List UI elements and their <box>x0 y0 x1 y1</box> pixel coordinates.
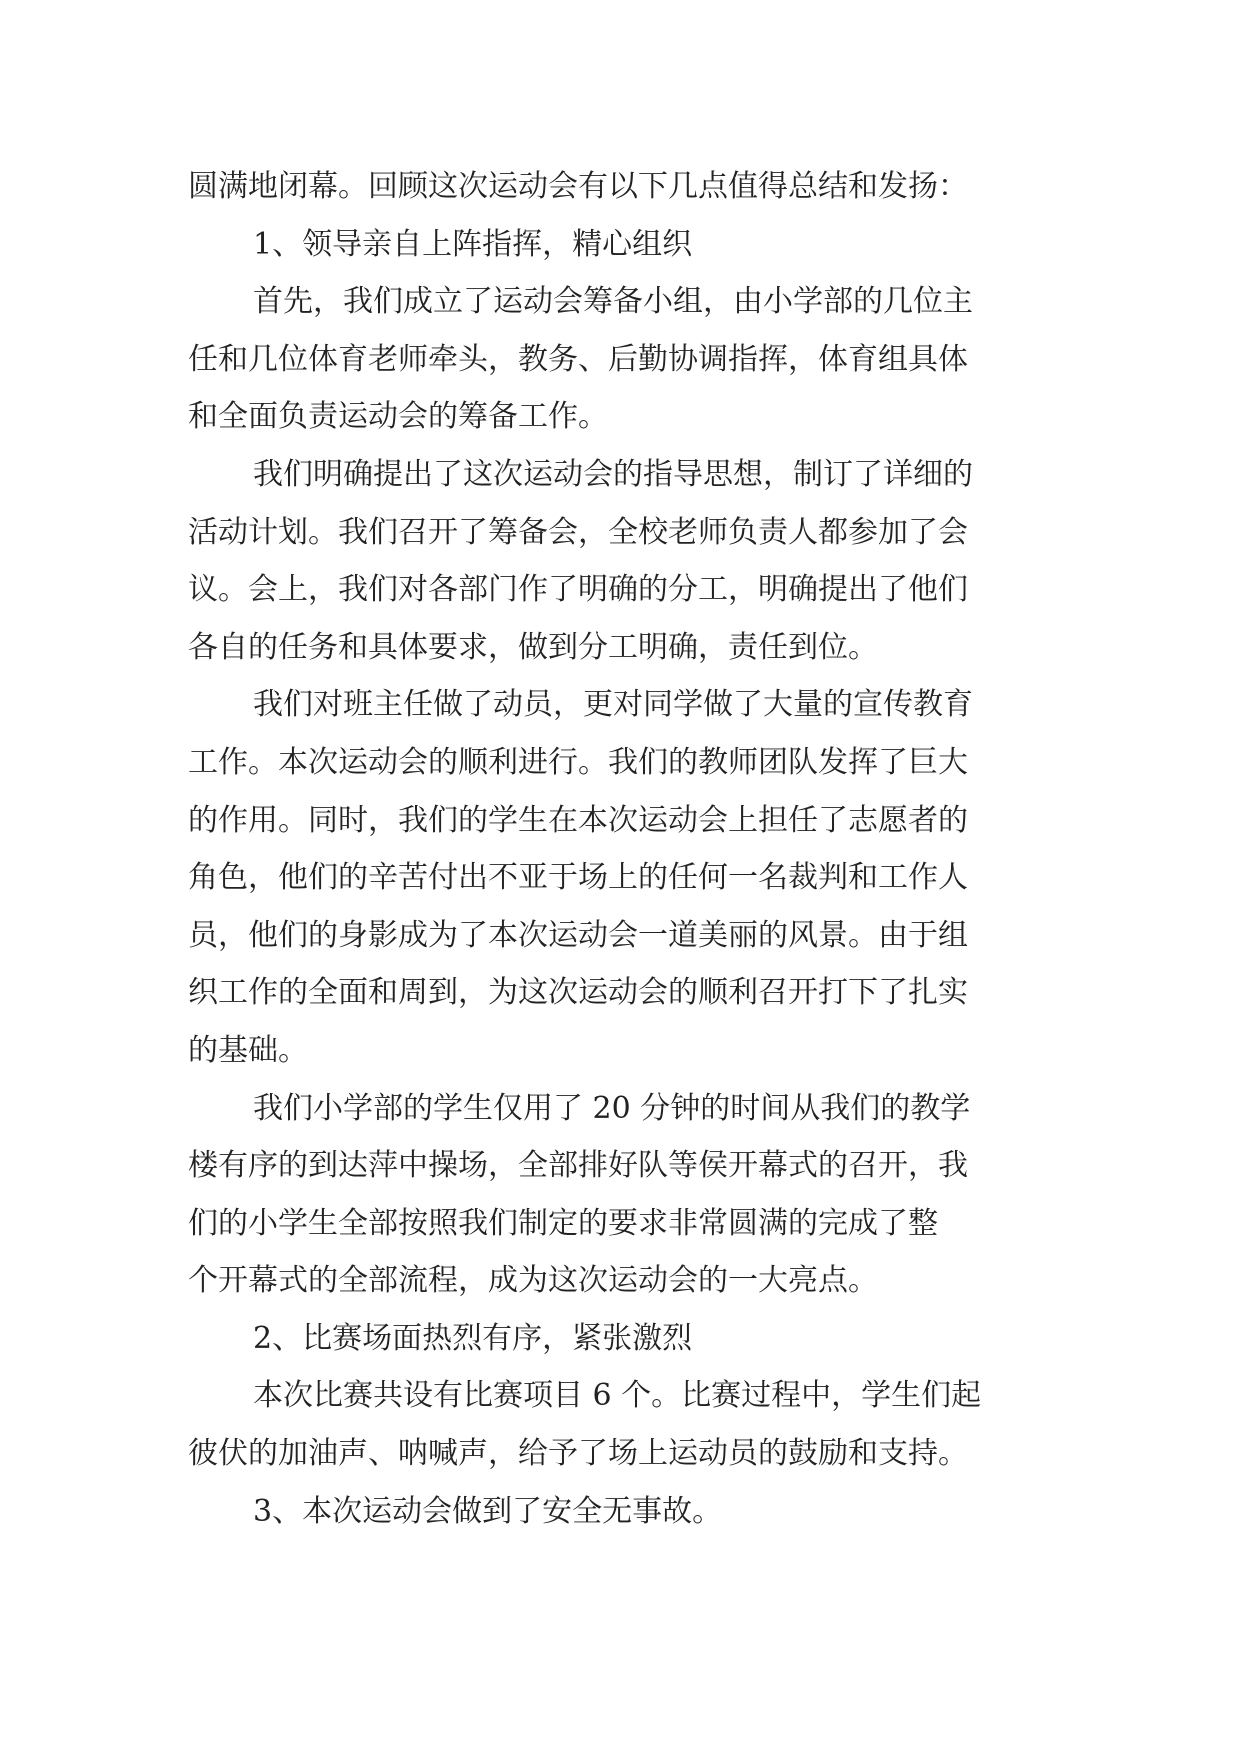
text-line-23: 彼伏的加油声、呐喊声，给予了场上运动员的鼓励和支持。 <box>188 1436 968 1472</box>
text-line-9: 各自的任务和具体要求，做到分工明确，责任到位。 <box>188 629 878 665</box>
heading-2: 2、比赛场面热烈有序，紧张激烈 <box>253 1320 693 1356</box>
text-line-1: 圆满地闭幕。回顾这次运动会有以下几点值得总结和发扬： <box>188 169 968 204</box>
text-line-3: 首先，我们成立了运动会筹备小组，由小学部的几位主 <box>253 284 973 320</box>
text-line-13: 角色，他们的辛苦付出不亚于场上的任何一名裁判和工作人 <box>188 860 968 896</box>
text-line-11: 工作。本次运动会的顺利进行。我们的教师团队发挥了巨大 <box>188 744 968 780</box>
document-body <box>188 158 1058 1540</box>
text-line-19: 们的小学生全部按照我们制定的要求非常圆满的完成了整 <box>188 1205 938 1241</box>
text-line-6: 我们明确提出了这次运动会的指导思想，制订了详细的 <box>253 456 973 492</box>
text-line-18: 楼有序的到达萍中操场，全部排好队等侯开幕式的召开，我 <box>188 1148 968 1184</box>
text-line-16: 的基础。 <box>188 1032 308 1068</box>
text-line-15: 织工作的全面和周到，为这次运动会的顺利召开打下了扎实 <box>188 975 968 1011</box>
heading-1: 1、领导亲自上阵指挥，精心组织 <box>253 226 693 262</box>
text-line-14: 员，他们的身影成为了本次运动会一道美丽的风景。由于组 <box>188 917 968 953</box>
text-line-17: 我们小学部的学生仅用了 20 分钟的时间从我们的教学 <box>253 1090 971 1126</box>
text-line-8: 议。会上，我们对各部门作了明确的分工，明确提出了他们 <box>188 572 968 608</box>
text-line-10: 我们对班主任做了动员，更对同学做了大量的宣传教育 <box>253 687 973 723</box>
text-line-7: 活动计划。我们召开了筹备会，全校老师负责人都参加了会 <box>188 514 968 550</box>
text-line-12: 的作用。同时，我们的学生在本次运动会上担任了志愿者的 <box>188 802 968 838</box>
text-line-22: 本次比赛共设有比赛项目 6 个。比赛过程中，学生们起 <box>253 1378 982 1414</box>
text-line-4: 任和几位体育老师牵头，教务、后勤协调指挥，体育组具体 <box>188 341 968 377</box>
text-line-5: 和全面负责运动会的筹备工作。 <box>188 399 608 435</box>
heading-3: 3、本次运动会做到了安全无事故。 <box>253 1493 723 1529</box>
text-line-20: 个开幕式的全部流程，成为这次运动会的一大亮点。 <box>188 1263 878 1299</box>
